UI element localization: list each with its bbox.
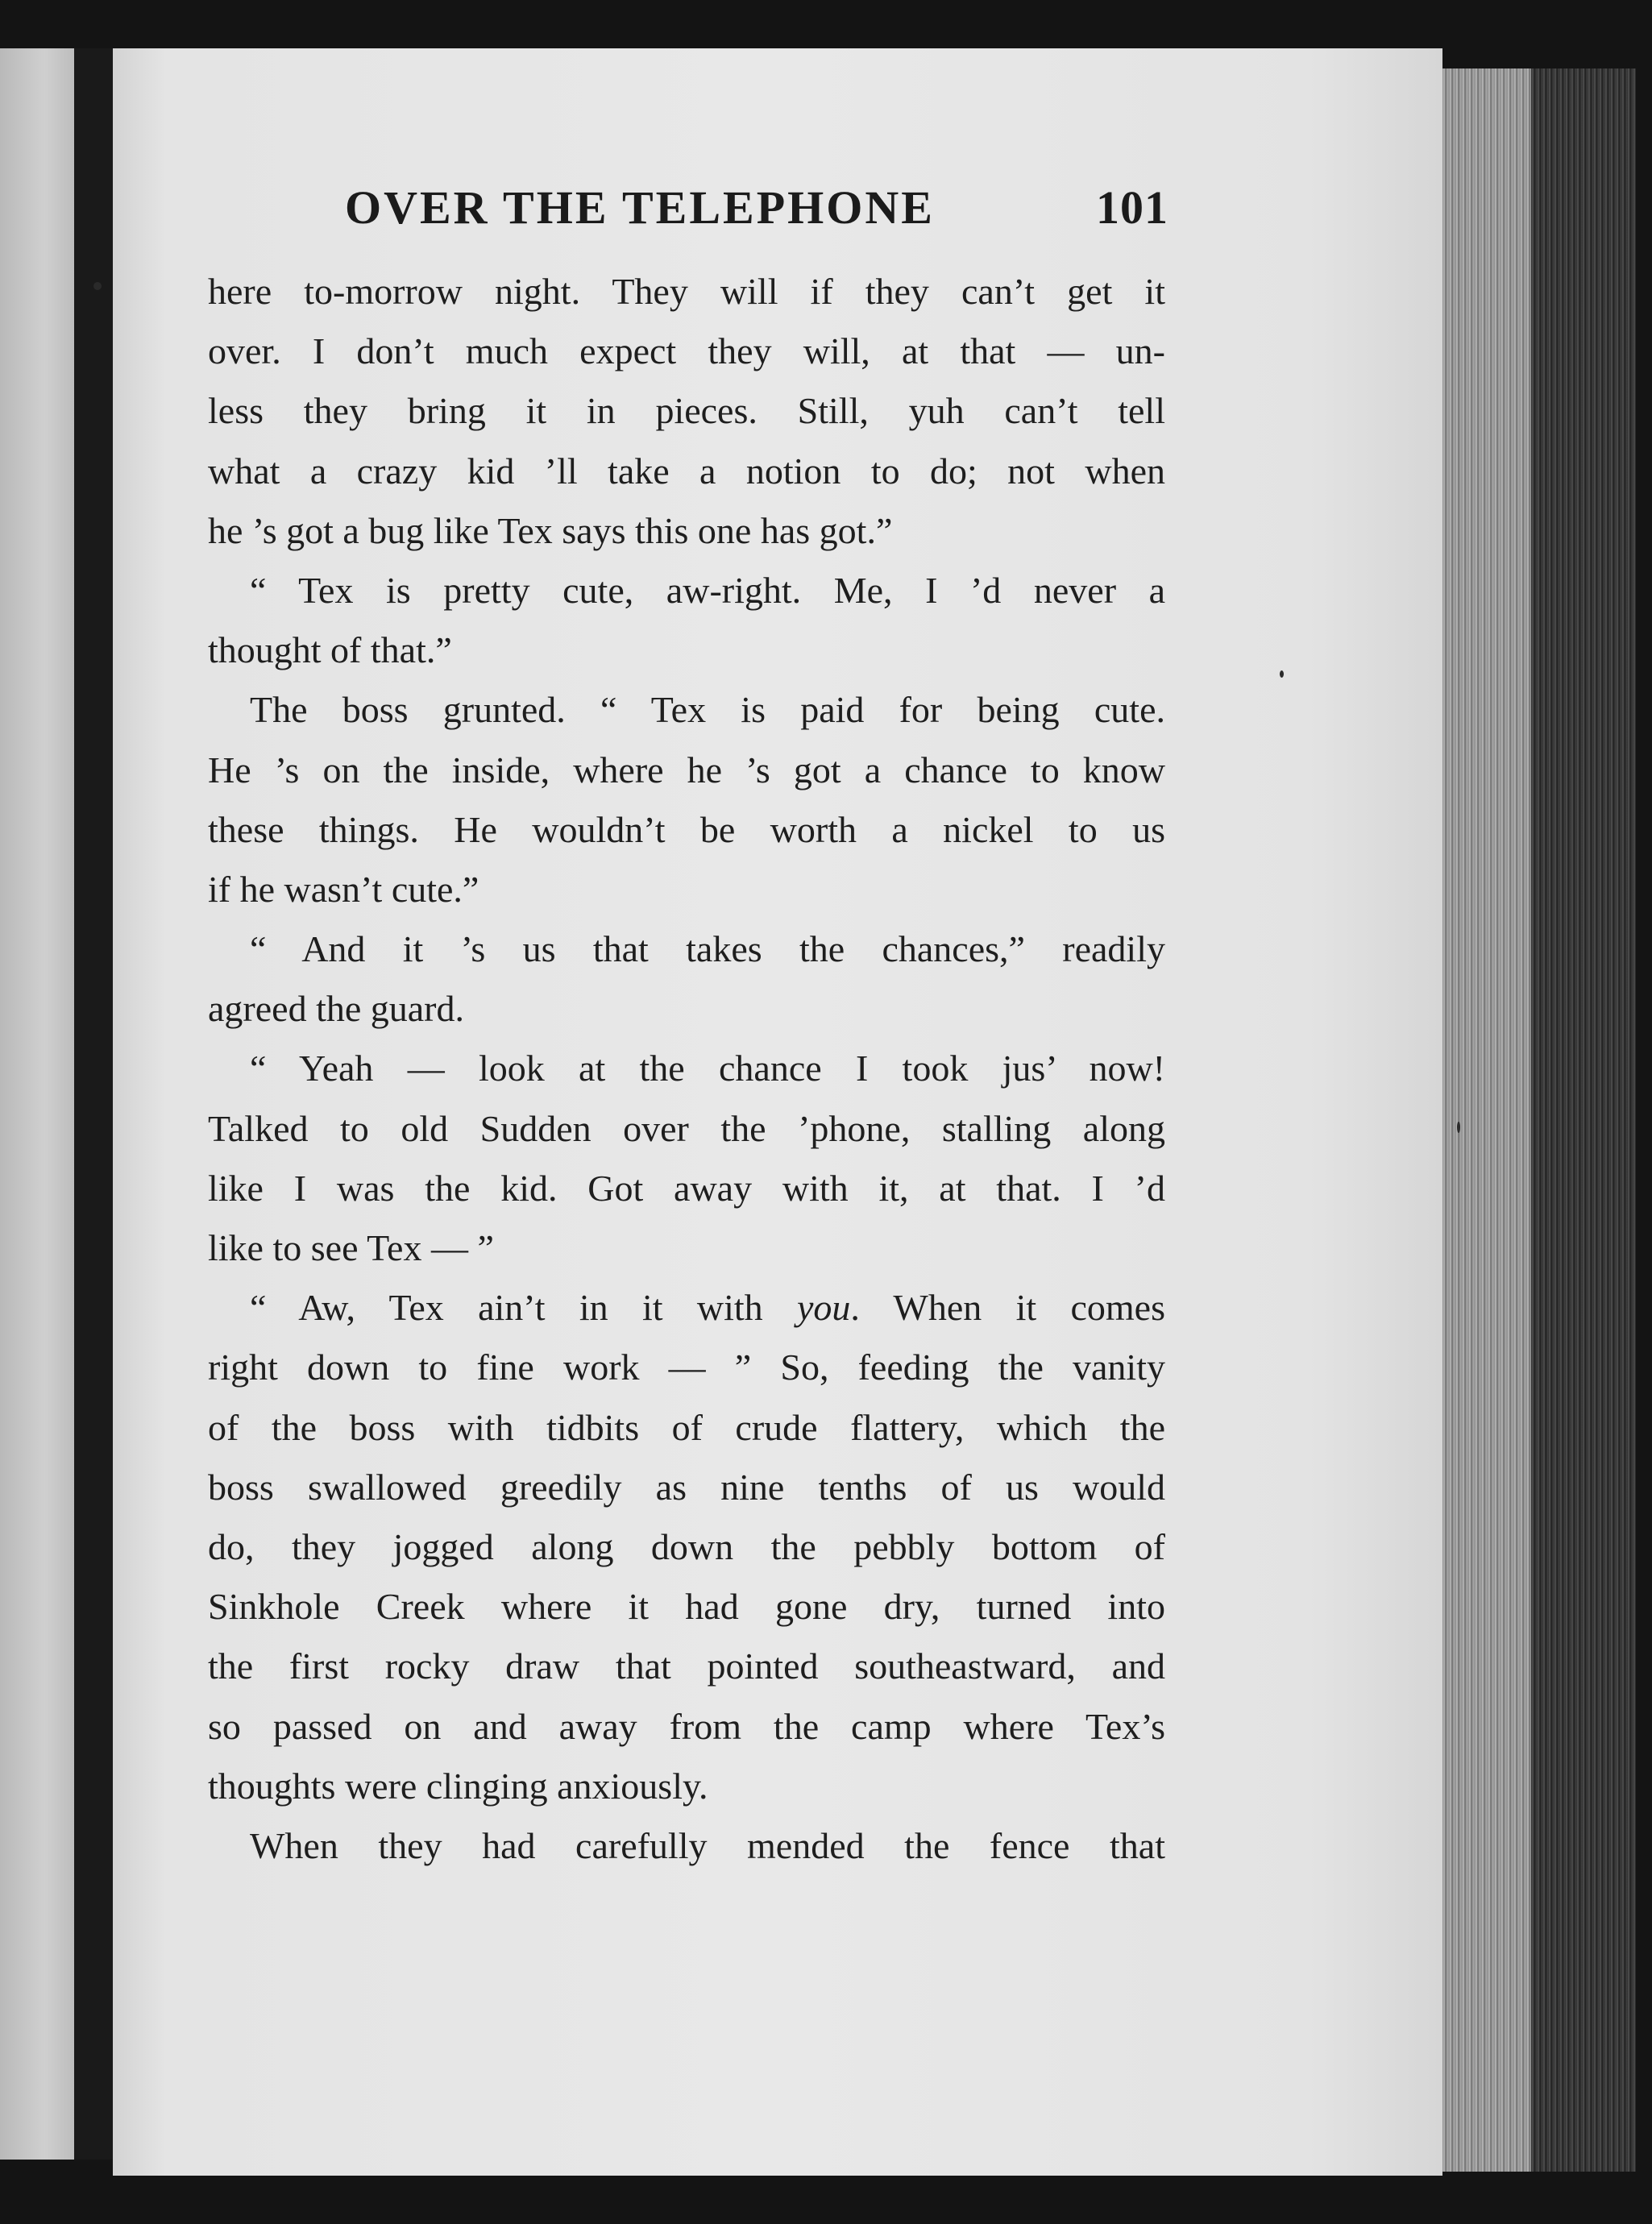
text-line: boss swallowed greedily as nine tenths of us would xyxy=(208,1466,1165,1508)
text-line: the first rocky draw that pointed southeastward, and xyxy=(208,1645,1165,1687)
text-line: “ Tex is pretty cute, aw-right. Me, I ’d never a xyxy=(250,569,1165,611)
text-line: right down to fine work — ” So, feeding the vanity xyxy=(208,1346,1165,1388)
text-line: thought of that.” xyxy=(208,629,452,671)
text-line: do, they jogged along down the pebbly bottom of xyxy=(208,1525,1165,1567)
italic-word: you xyxy=(797,1287,851,1329)
text-segment: . When it comes xyxy=(850,1287,1165,1329)
text-line: here to-morrow night. They will if they can’t get it xyxy=(208,271,1165,312)
scan-speck xyxy=(1280,670,1284,678)
text-line xyxy=(208,1278,1165,1338)
text-line: these things. He wouldn’t be worth a nickel to us xyxy=(208,808,1165,850)
text-line: like I was the kid. Got away with it, at that. I ’d xyxy=(208,1167,1165,1209)
text-line: what a crazy kid ’ll take a notion to do; not when xyxy=(208,450,1165,492)
page-block-edge xyxy=(1442,68,1531,2172)
text-line: agreed the guard. xyxy=(208,988,465,1030)
text-line: Talked to old Sudden over the ’phone, stalling along xyxy=(208,1107,1165,1149)
body-text xyxy=(208,262,1165,1876)
scan-speck xyxy=(93,282,102,290)
text-line: he ’s got a bug like Tex says this one has got.” xyxy=(208,509,893,551)
text-line: like to see Tex — ” xyxy=(208,1227,494,1268)
text-line: “ And it ’s us that takes the chances,” readily xyxy=(250,928,1165,970)
text-line: less they bring it in pieces. Still, yuh can’t tell xyxy=(208,390,1165,432)
scan-speck xyxy=(1457,1122,1460,1133)
running-head-title: OVER THE TELEPHONE xyxy=(345,181,935,234)
text-line: The boss grunted. “ Tex is paid for being cute. xyxy=(250,689,1165,731)
book-cover-edge xyxy=(1531,68,1636,2172)
text-line: so passed on and away from the camp where Tex’s xyxy=(208,1705,1165,1747)
text-line: “ Yeah — look at the chance I took jus’ now! xyxy=(250,1048,1165,1089)
facing-page-edge xyxy=(0,48,74,2160)
text-line: Sinkhole Creek where it had gone dry, turned into xyxy=(208,1586,1165,1628)
text-line: When they had carefully mended the fence that xyxy=(250,1824,1165,1866)
text-line: if he wasn’t cute.” xyxy=(208,868,479,910)
text-line: over. I don’t much expect they will, at that — un- xyxy=(208,330,1165,372)
text-line: thoughts were clinging anxiously. xyxy=(208,1765,708,1807)
running-head xyxy=(338,176,1168,240)
text-segment: “ Aw, Tex ain’t in it with xyxy=(250,1287,797,1329)
text-line: He ’s on the inside, where he ’s got a chance to know xyxy=(208,749,1165,790)
page-number: 101 xyxy=(1096,181,1168,234)
text-line: of the boss with tidbits of crude flattery, which the xyxy=(208,1406,1165,1448)
book-gutter xyxy=(74,48,113,2160)
